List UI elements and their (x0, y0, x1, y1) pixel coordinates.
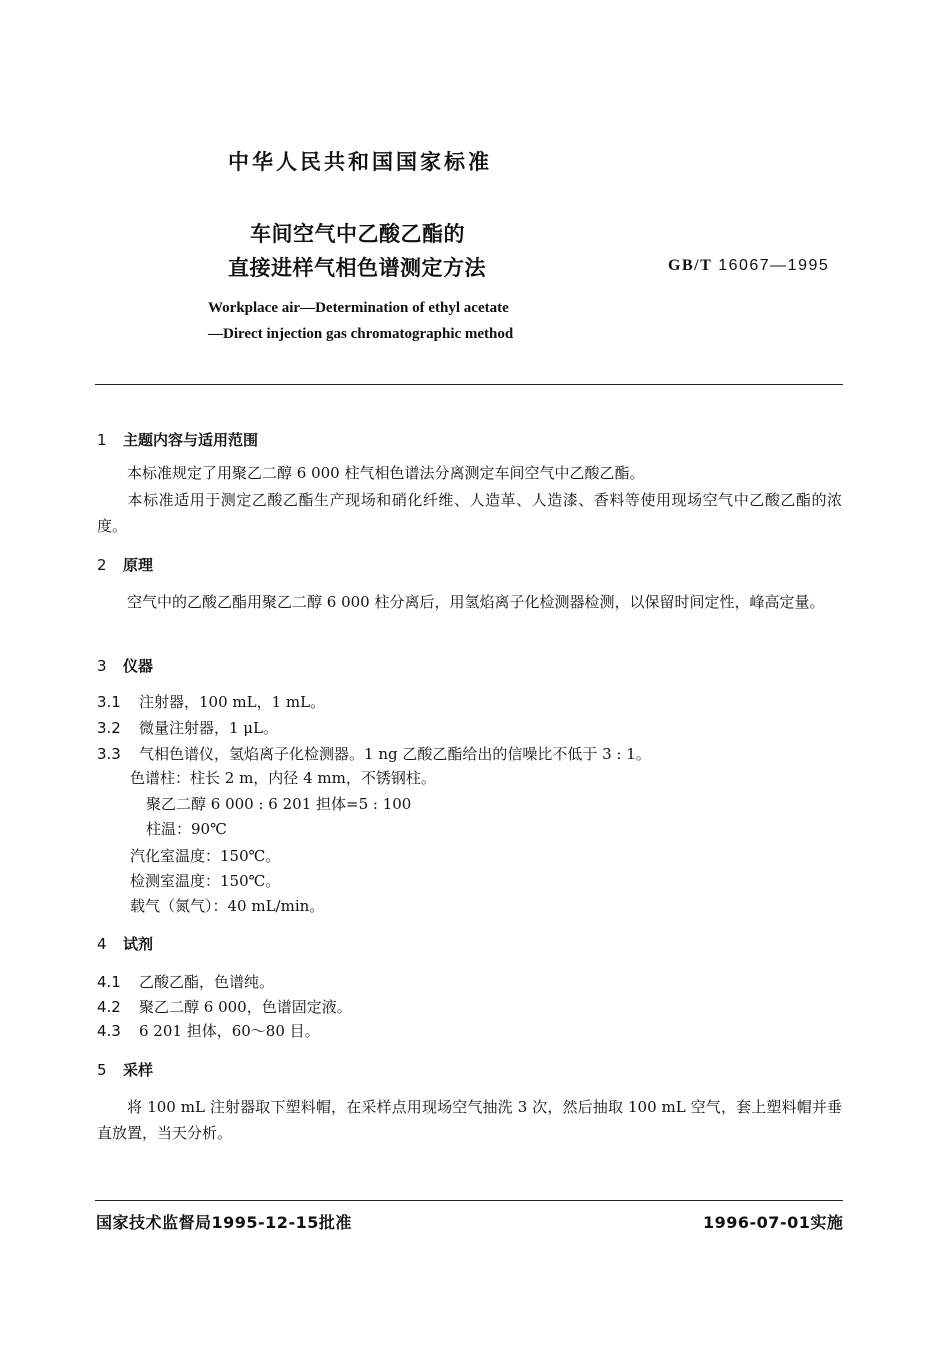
column-spec: 色谱柱：柱长 2 m，内径 4 mm，不锈钢柱。 (130, 769, 436, 787)
section-title: 仪器 (123, 657, 154, 675)
item-text: 乙酸乙酯，色谱纯。 (139, 973, 275, 991)
title-en-line1: Workplace air—Determination of ethyl acetate (208, 300, 509, 316)
item-3-2 (97, 717, 278, 738)
item-4-2 (97, 996, 352, 1017)
paragraph-text: 空气中的乙酸乙酯用聚乙二醇 6 000 柱分离后，用氢焰离子化检测器检测，以保留时间定性，峰高定量。 (127, 593, 825, 611)
header-divider (95, 384, 843, 385)
vaporization-temperature: 汽化室温度：150℃。 (130, 847, 281, 865)
item-text: 注射器，100 mL，1 mL。 (139, 693, 326, 711)
section-number: 3 (97, 657, 107, 675)
item-number: 3.1 (97, 693, 121, 711)
section-3-heading (97, 655, 153, 676)
paragraph-text: 将 100 mL 注射器取下塑料帽，在采样点用现场空气抽洗 3 次，然后抽取 100 mL 空气，套上塑料帽并垂直放置，当天分析。 (97, 1098, 842, 1142)
item-number: 4.3 (97, 1022, 121, 1040)
item-text: 聚乙二醇 6 000，色谱固定液。 (139, 998, 352, 1016)
implementation-date: 1996-07-01实施 (703, 1213, 844, 1232)
national-standard-heading: 中华人民共和国国家标准 (228, 150, 492, 174)
title-cn-line1: 车间空气中乙酸乙酯的 (250, 222, 465, 246)
section-number: 2 (97, 556, 107, 574)
item-3-1 (97, 691, 325, 712)
item-text: 气相色谱仪，氢焰离子化检测器。1 ng 乙酸乙酯给出的信噪比不低于 3 : 1。 (139, 745, 651, 763)
section-4-heading (97, 933, 153, 954)
item-4-1 (97, 971, 274, 992)
column-temperature: 柱温：90℃ (146, 820, 227, 838)
item-number: 3.3 (97, 745, 121, 763)
section-number: 4 (97, 935, 107, 953)
detector-temperature: 检测室温度：150℃。 (130, 872, 281, 890)
code-prefix: GB/T (668, 257, 713, 274)
item-number: 4.1 (97, 973, 121, 991)
item-text: 微量注射器，1 μL。 (139, 719, 279, 737)
section-title: 主题内容与适用范围 (123, 431, 259, 449)
item-text: 6 201 担体，60～80 目。 (139, 1022, 320, 1040)
packing-spec: 聚乙二醇 6 000 : 6 201 担体=5 : 100 (146, 795, 412, 813)
section-number: 5 (97, 1061, 107, 1079)
section-1-heading (97, 429, 258, 450)
section-2-para-1 (97, 589, 842, 615)
item-4-3 (97, 1020, 320, 1041)
approval-date: 国家技术监督局1995-12-15批准 (96, 1213, 352, 1232)
section-5-heading (97, 1059, 153, 1080)
title-cn-line2: 直接进样气相色谱测定方法 (228, 256, 486, 280)
section-1-para-1 (97, 460, 842, 486)
section-5-para-1 (97, 1094, 842, 1146)
paragraph-text: 本标准规定了用聚乙二醇 6 000 柱气相色谱法分离测定车间空气中乙酸乙酯。 (127, 464, 645, 482)
item-3-3 (97, 743, 651, 764)
paragraph-text: 本标准适用于测定乙酸乙酯生产现场和硝化纤维、人造革、人造漆、香料等使用现场空气中乙酸乙酯的浓度。 (97, 491, 842, 535)
section-2-heading (97, 554, 153, 575)
section-title: 原理 (123, 556, 154, 574)
item-number: 4.2 (97, 998, 121, 1016)
section-number: 1 (97, 431, 107, 449)
standard-code (668, 257, 829, 275)
item-number: 3.2 (97, 719, 121, 737)
section-title: 采样 (123, 1061, 154, 1079)
carrier-gas: 载气（氮气）：40 mL/min。 (130, 897, 325, 915)
section-1-para-2 (97, 487, 842, 539)
footer-divider (95, 1200, 843, 1201)
section-title: 试剂 (123, 935, 154, 953)
code-number: 16067—1995 (718, 257, 830, 274)
title-en-line2: —Direct injection gas chromatographic method (208, 326, 514, 342)
